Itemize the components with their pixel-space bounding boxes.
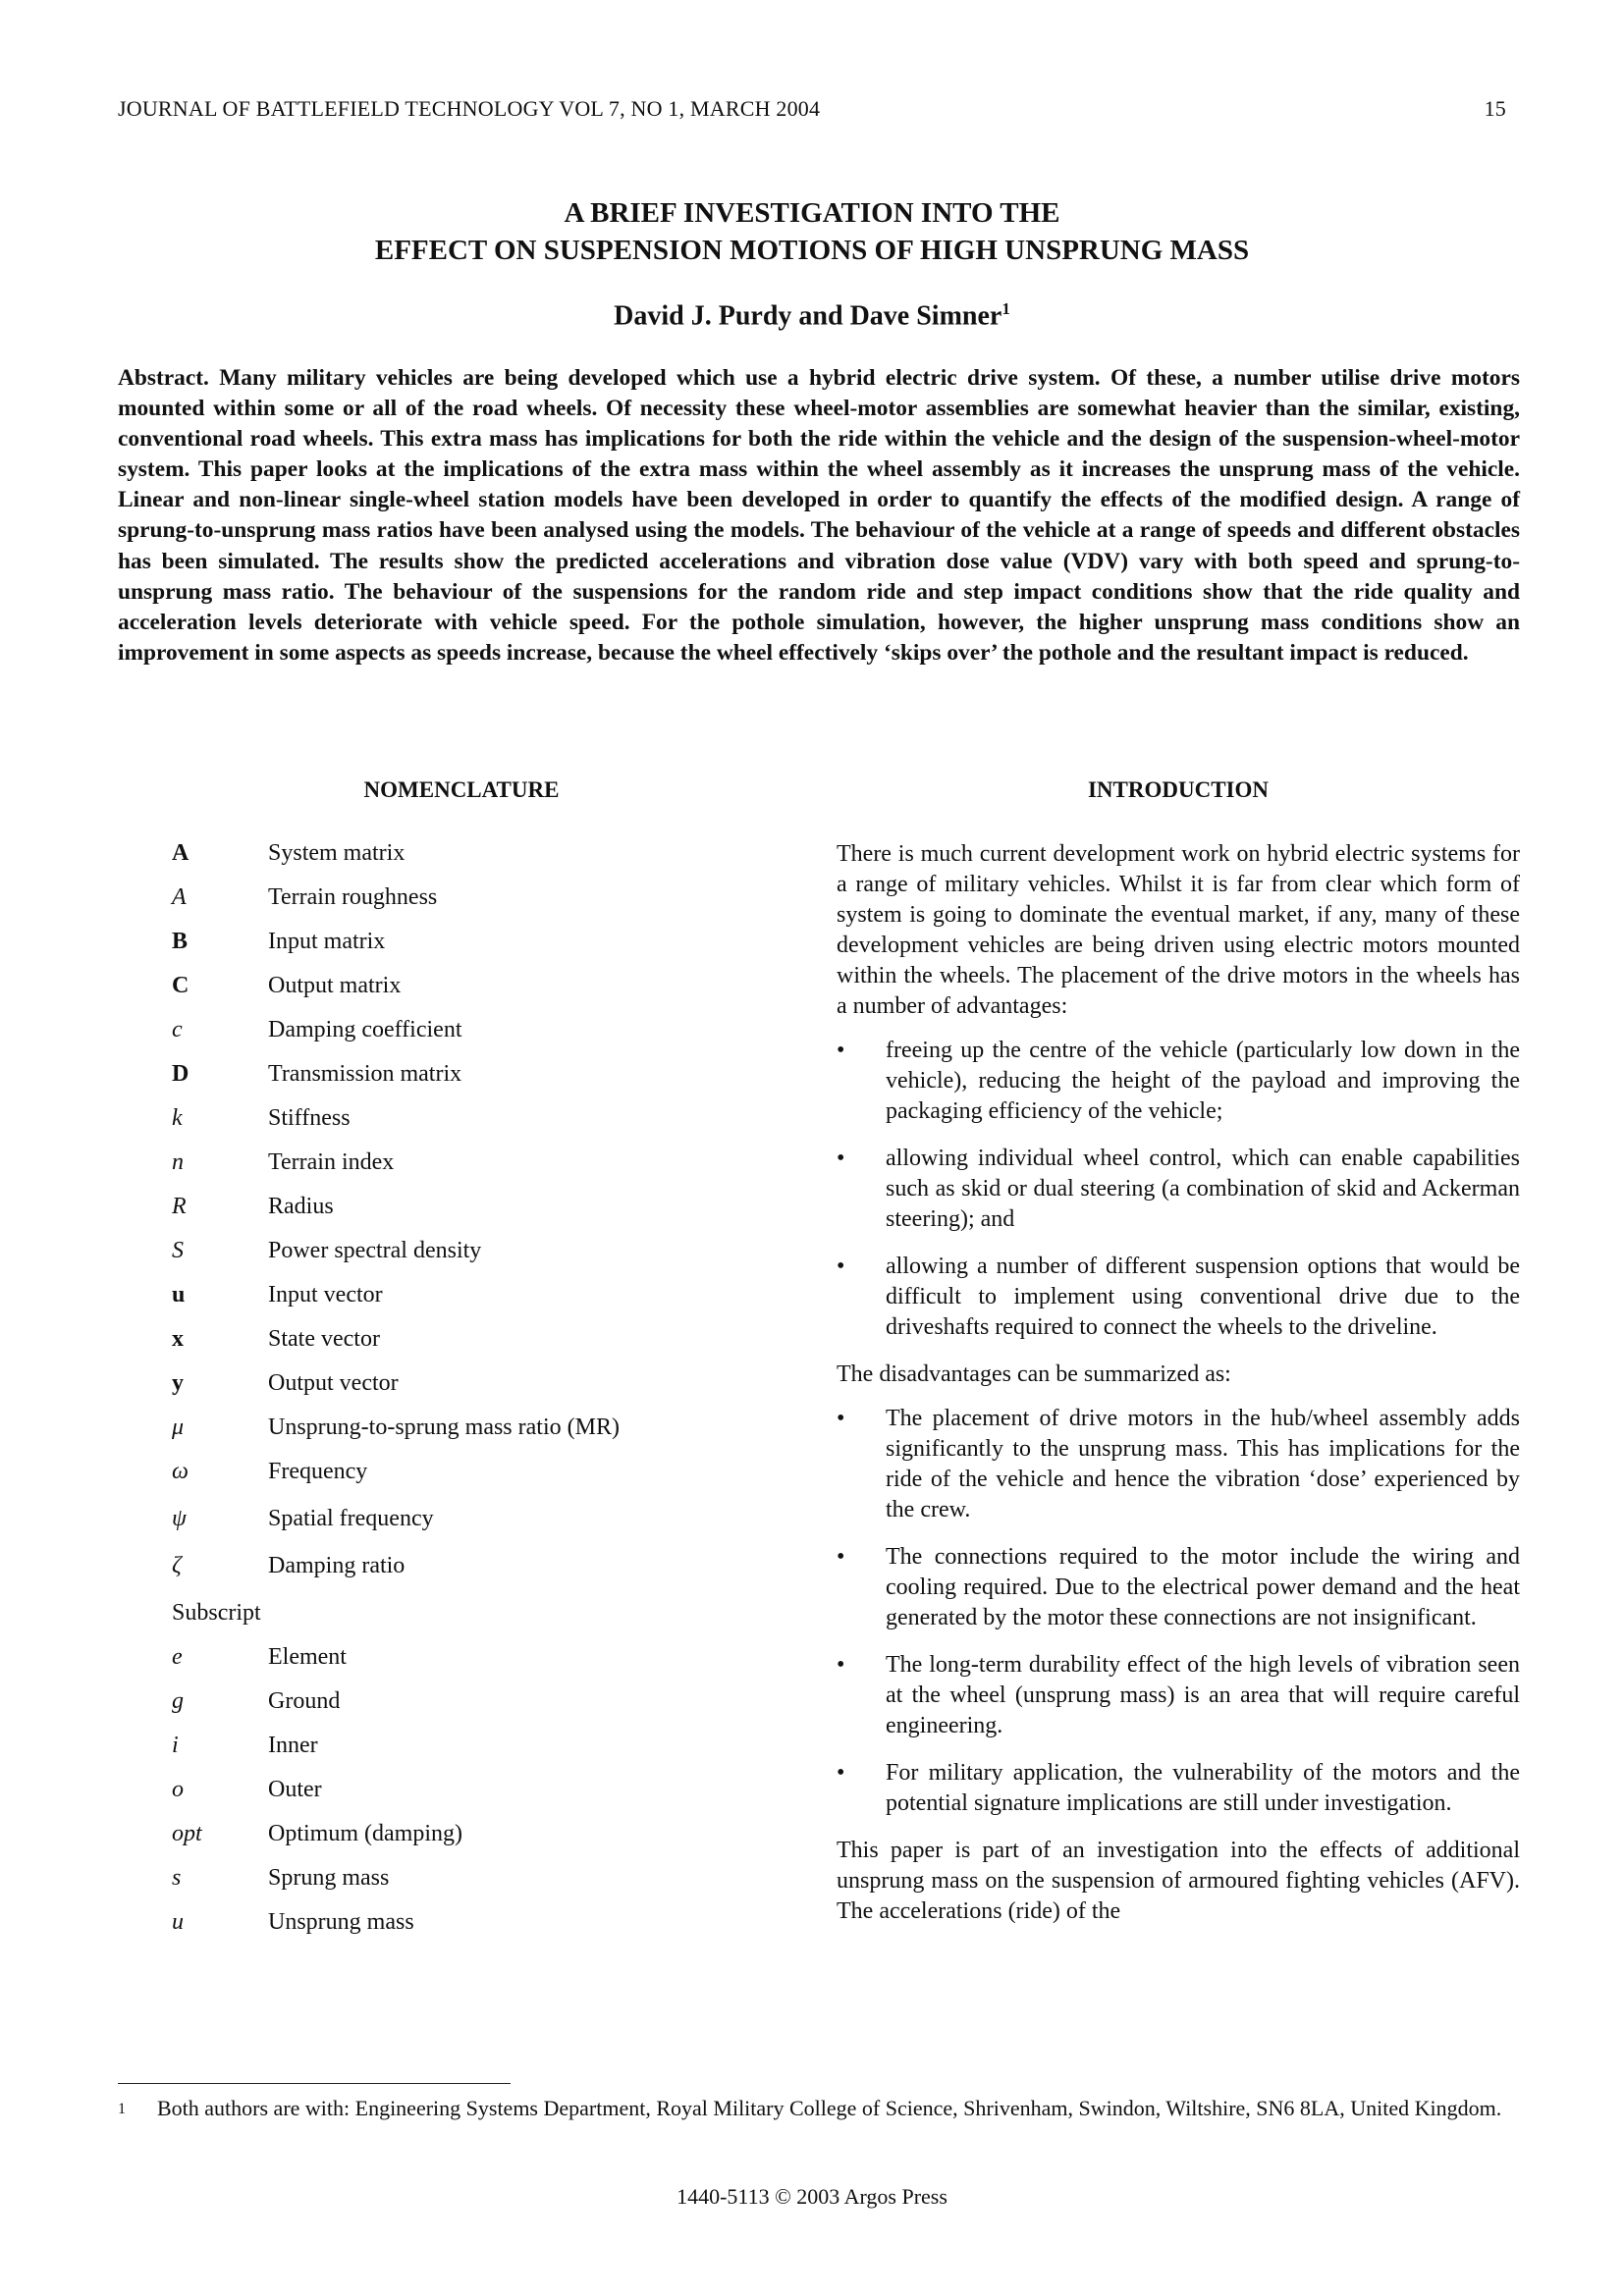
nomenclature-row bbox=[172, 1370, 620, 1415]
title-line-1: A BRIEF INVESTIGATION INTO THE bbox=[564, 197, 1060, 229]
bullet-icon: • bbox=[837, 1254, 845, 1279]
subscript-symbol: i bbox=[172, 1733, 179, 1758]
bullet-icon: • bbox=[837, 1544, 845, 1570]
nomenclature-row bbox=[172, 1326, 620, 1370]
subscript-symbol: u bbox=[172, 1909, 184, 1935]
list-item-text: For military application, the vulnerability of the motors and the potential signature implications are still under investigation. bbox=[886, 1760, 1520, 1816]
bullet-icon: • bbox=[837, 1652, 845, 1678]
footnote-mark: 1 bbox=[118, 2101, 126, 2117]
nomenclature-row bbox=[172, 929, 620, 973]
subscript-description: Outer bbox=[268, 1777, 322, 1802]
nomenclature-row bbox=[172, 1238, 620, 1282]
nomenclature-description: Output matrix bbox=[268, 973, 402, 998]
nomenclature-row bbox=[172, 1194, 620, 1238]
introduction-body bbox=[837, 839, 1520, 1941]
nomenclature-description: Frequency bbox=[268, 1459, 368, 1484]
subscript-symbol: o bbox=[172, 1777, 184, 1802]
subscript-symbol: s bbox=[172, 1865, 182, 1891]
nomenclature-row bbox=[172, 1105, 620, 1149]
nomenclature-symbol: A bbox=[172, 884, 187, 910]
subscript-row bbox=[172, 1909, 620, 1953]
bullet-icon: • bbox=[837, 1038, 845, 1063]
nomenclature-row bbox=[172, 1282, 620, 1326]
list-item-text: allowing individual wheel control, which can enable capabilities such as skid or dual steering (a combination of skid and Ackerman steering); and bbox=[886, 1146, 1520, 1232]
journal-name: JOURNAL OF BATTLEFIELD TECHNOLOGY VOL 7, NO 1, MARCH 2004 bbox=[118, 96, 821, 121]
nomenclature-symbol: u bbox=[172, 1282, 186, 1308]
subscript-row bbox=[172, 1821, 620, 1865]
nomenclature-description: Input vector bbox=[268, 1282, 383, 1308]
intro-paragraph-3: This paper is part of an investigation into the effects of additional unsprung mass on the suspension of armoured fighting vehicles (AFV). The accelerations (ride) of the bbox=[837, 1838, 1520, 1924]
subscript-description: Inner bbox=[268, 1733, 318, 1758]
running-header bbox=[118, 96, 1506, 122]
nomenclature-description: Damping coefficient bbox=[268, 1017, 462, 1042]
page-footer: 1440-5113 © 2003 Argos Press bbox=[677, 2184, 947, 2209]
subscript-description: Sprung mass bbox=[268, 1865, 390, 1891]
subscript-description: Element bbox=[268, 1644, 347, 1670]
list-item-text: The connections required to the motor include the wiring and cooling required. Due to the electrical power demand and the heat generated by the motor these connections are not insignificant. bbox=[886, 1544, 1520, 1630]
advantages-list bbox=[837, 1036, 1520, 1343]
nomenclature-description: Transmission matrix bbox=[268, 1061, 462, 1087]
subscript-symbol: e bbox=[172, 1644, 183, 1670]
nomenclature-heading: NOMENCLATURE bbox=[363, 777, 560, 802]
nomenclature-symbol: k bbox=[172, 1105, 183, 1131]
subscript-symbol: opt bbox=[172, 1821, 202, 1846]
nomenclature-row bbox=[172, 1149, 620, 1194]
abstract: Abstract. Many military vehicles are being developed which use a hybrid electric drive system. Of these, a number utilise drive motors mounted within some or all of the road wheels. Of necessity these wheel-motor assemblies are somewhat heavier than the similar, existing, conventional road wheels. This extra mass has implications for both the ride within the vehicle and the design of the suspension-wheel-motor system. This paper looks at the implications of the extra mass within the wheel assembly as it increases the unsprung mass of the vehicle. Linear and non-linear single-wheel station models have been developed in order to quantify the effects of the modified design. A range of sprung-to-unsprung mass ratios have been analysed using the models. The behaviour of the vehicle at a range of speeds and different obstacles has been simulated. The results show the predicted accelerations and vibration dose value (VDV) vary with both speed and sprung-to-unsprung mass ratio. The behaviour of the suspensions for the random ride and step impact conditions show that the ride quality and acceleration levels deteriorate with vehicle speed. For the pothole simulation, however, the higher unsprung mass conditions show an improvement in some aspects as speeds increase, because the wheel effectively ‘skips over’ the pothole and the resultant impact is reduced. bbox=[118, 365, 1520, 666]
list-item bbox=[837, 1252, 1520, 1343]
nomenclature-row bbox=[172, 1415, 620, 1459]
nomenclature-symbol: B bbox=[172, 929, 189, 954]
nomenclature-row bbox=[172, 973, 620, 1017]
nomenclature-row bbox=[172, 884, 620, 929]
bullet-icon: • bbox=[837, 1406, 845, 1431]
nomenclature-row bbox=[172, 840, 620, 884]
nomenclature-description: Terrain roughness bbox=[268, 884, 438, 910]
footnote bbox=[118, 2094, 1520, 2123]
nomenclature-row bbox=[172, 1553, 620, 1600]
nomenclature-description: Damping ratio bbox=[268, 1553, 406, 1578]
footnote-text: Both authors are with: Engineering Systems Department, Royal Military College of Science, Shrivenham, Swindon, Wiltshire, SN6 8LA, United Kingdom. bbox=[157, 2096, 1502, 2120]
subscript-description: Unsprung mass bbox=[268, 1909, 414, 1935]
list-item-text: allowing a number of different suspension options that would be difficult to implement using conventional drive due to the driveshafts required to connect the wheels to the driveline. bbox=[886, 1254, 1520, 1340]
list-item bbox=[837, 1144, 1520, 1235]
nomenclature-description: Stiffness bbox=[268, 1105, 351, 1131]
nomenclature-symbol: C bbox=[172, 973, 189, 998]
title-line-2: EFFECT ON SUSPENSION MOTIONS OF HIGH UNSPRUNG MASS bbox=[374, 235, 1250, 266]
author-names: David J. Purdy and Dave Simner bbox=[614, 300, 1002, 332]
list-item bbox=[837, 1758, 1520, 1819]
footnote-divider bbox=[118, 2083, 511, 2084]
subscript-symbol: g bbox=[172, 1688, 184, 1714]
page-number: 15 bbox=[1484, 96, 1506, 121]
nomenclature-description: Unsprung-to-sprung mass ratio (MR) bbox=[268, 1415, 620, 1440]
authors bbox=[118, 299, 1506, 332]
list-item-text: freeing up the centre of the vehicle (particularly low down in the vehicle), reducing the height of the payload and improving the packaging efficiency of the vehicle; bbox=[886, 1038, 1520, 1124]
nomenclature-symbol: c bbox=[172, 1017, 183, 1042]
introduction-heading: INTRODUCTION bbox=[1087, 777, 1270, 802]
nomenclature-description: Spatial frequency bbox=[268, 1506, 434, 1531]
bullet-icon: • bbox=[837, 1760, 845, 1786]
nomenclature-symbol: ψ bbox=[172, 1506, 187, 1531]
subscript-heading: Subscript bbox=[172, 1600, 261, 1626]
nomenclature-description: Radius bbox=[268, 1194, 334, 1219]
nomenclature-symbol: ζ bbox=[172, 1553, 182, 1578]
subscript-row bbox=[172, 1733, 620, 1777]
nomenclature-symbol: D bbox=[172, 1061, 189, 1087]
nomenclature-row bbox=[172, 1506, 620, 1553]
author-footnote-mark: 1 bbox=[1001, 299, 1010, 318]
subscript-description: Optimum (damping) bbox=[268, 1821, 462, 1846]
disadvantages-list bbox=[837, 1404, 1520, 1819]
subscript-row bbox=[172, 1777, 620, 1821]
list-item bbox=[837, 1036, 1520, 1127]
list-item bbox=[837, 1650, 1520, 1741]
list-item bbox=[837, 1404, 1520, 1525]
intro-paragraph-1: There is much current development work on hybrid electric systems for a range of military vehicles. Whilst it is far from clear which form of system is going to dominate the eventual market, if any, many of these development vehicles are being driven using electric motors mounted within the wheels. The placement of the drive motors in the wheels has a number of advantages: bbox=[837, 841, 1520, 1019]
nomenclature-symbol: A bbox=[172, 840, 189, 866]
nomenclature-description: State vector bbox=[268, 1326, 380, 1352]
bullet-icon: • bbox=[837, 1146, 845, 1171]
nomenclature-symbol: S bbox=[172, 1238, 184, 1263]
list-item-text: The placement of drive motors in the hub/wheel assembly adds significantly to the unsprung mass. This has implications for the ride of the vehicle and hence the vibration ‘dose’ experienced by the crew. bbox=[886, 1406, 1520, 1522]
nomenclature-symbol: ω bbox=[172, 1459, 189, 1484]
subscript-row bbox=[172, 1644, 620, 1688]
nomenclature-symbol: μ bbox=[172, 1415, 185, 1440]
nomenclature-description: Input matrix bbox=[268, 929, 386, 954]
nomenclature-list bbox=[172, 840, 620, 1953]
nomenclature-row bbox=[172, 1459, 620, 1506]
nomenclature-symbol: y bbox=[172, 1370, 184, 1396]
nomenclature-description: System matrix bbox=[268, 840, 406, 866]
subscript-row bbox=[172, 1865, 620, 1909]
paper-title bbox=[118, 194, 1506, 269]
nomenclature-description: Terrain index bbox=[268, 1149, 395, 1175]
nomenclature-symbol: R bbox=[172, 1194, 187, 1219]
nomenclature-symbol: x bbox=[172, 1326, 184, 1352]
nomenclature-description: Power spectral density bbox=[268, 1238, 482, 1263]
subscript-row bbox=[172, 1688, 620, 1733]
nomenclature-row bbox=[172, 1061, 620, 1105]
intro-paragraph-2: The disadvantages can be summarized as: bbox=[837, 1362, 1231, 1387]
subscript-description: Ground bbox=[268, 1688, 341, 1714]
nomenclature-symbol: n bbox=[172, 1149, 184, 1175]
list-item bbox=[837, 1542, 1520, 1633]
nomenclature-description: Output vector bbox=[268, 1370, 399, 1396]
list-item-text: The long-term durability effect of the high levels of vibration seen at the wheel (unsprung mass) is an area that will require careful engineering. bbox=[886, 1652, 1520, 1738]
nomenclature-row bbox=[172, 1017, 620, 1061]
